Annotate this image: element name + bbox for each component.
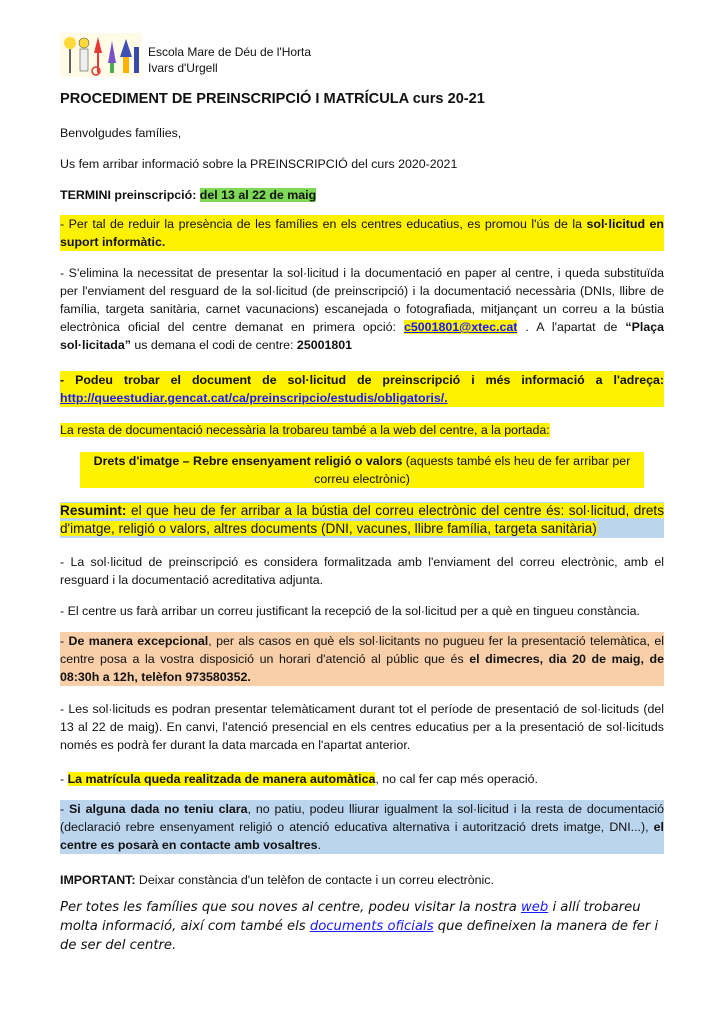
web-link[interactable]: web (520, 900, 549, 915)
para8-text: , per als casos en què els sol·licitants no pugueu fer la presentació telemàtica, el centre posa a la vostra disposició un horari d'atenció al públic que és (60, 634, 664, 666)
closing-paragraph (60, 898, 664, 955)
gencat-link[interactable]: http://queestudiar.gencat.cat/ca/preinscripcio/estudis/obligatoris/. (60, 391, 448, 405)
para11-end: . (317, 838, 322, 852)
closing-t2: i allí trobareu molta informació, així com també els (60, 900, 641, 934)
termini-label: TERMINI preinscripció: (60, 188, 197, 202)
paragraph-preinscription-link (60, 371, 664, 407)
greeting: Benvolgudes famílies, (60, 126, 182, 140)
summary-label: Resumint: (60, 503, 127, 518)
summary-box (60, 502, 664, 538)
school-line-2: Ivars d'Urgell (148, 61, 218, 75)
paragraph-formalized: - La sol·licitud de preinscripció es considera formalitzada amb l'enviament del correu electrònic, amb el resguard i la documentació acreditativa adjunta. (60, 555, 664, 587)
paragraph-web-docs (60, 421, 550, 439)
para2-text2: . A l'apartat de (517, 320, 626, 334)
para5-text: (aquests també els heu de fer arribar per correu electrònic) (314, 454, 631, 486)
paragraph-forms (80, 452, 644, 488)
para11-bold1: Si alguna dada no teniu clara (69, 802, 248, 816)
para5-bold: Drets d'imatge – Rebre ensenyament religió o valors (93, 454, 403, 468)
para8-bold2: el dimecres, dia 20 de maig, de 08:30h a 12h, telèfon 973580352. (60, 652, 665, 684)
closing-t3: que defineixen la manera de fer i de ser del centre. (60, 919, 659, 953)
paragraph-digital-request (60, 215, 664, 251)
school-line-1: Escola Mare de Déu de l'Horta (148, 45, 312, 59)
paragraph-doubts (60, 800, 664, 854)
para2-text1: - S'elimina la necessitat de presentar la sol·licitud i la documentació en paper al centre, i queda substituïda per l'enviament del resguard de la sol·licitud (de preinscripció) i la documentació necessària (DNIs, llibre de família, targeta sanitària, carnet vacunacions) escanejada o fotografiada, mitjançant un correu a la bústia electrònica oficial del centre demanat en primera opció: (60, 266, 664, 334)
para11-dash: - (60, 802, 69, 816)
intro-text: Us fem arribar informació sobre la PREINSCRIPCIÓ del curs 2020-2021 (60, 157, 458, 171)
important-text: Deixar constància d'un telèfon de contacte i un correu electrònic. (135, 873, 494, 887)
school-code: 25001801 (296, 338, 353, 352)
para2-text3: us demana el codi de centre: (130, 338, 297, 352)
closing-t1: Per totes les famílies que sou noves al centre, podeu visitar la nostra (60, 900, 521, 915)
para11-bold2: el centre es posarà en contacte amb vosaltres (60, 820, 664, 852)
para3-bold: - Podeu trobar el document de sol·licitud de preinscripció i més informació a l'adreça: (60, 373, 664, 387)
important-label: IMPORTANT: (60, 873, 136, 887)
para10-bold: La matrícula queda realitzada de manera automàtica (67, 772, 376, 786)
paragraph-receipt: - El centre us farà arribar un correu justificant la recepció de la sol·licitud per a què en tingueu constància. (60, 604, 640, 618)
para10-text: , no cal fer cap més operació. (375, 772, 538, 786)
para2-bold1: “Plaça sol·licitada” (60, 320, 664, 352)
school-logo (60, 33, 142, 77)
paragraph-exceptional (60, 632, 664, 686)
school-email-link[interactable]: c5001801@xtec.cat (404, 320, 518, 334)
para4-text: La resta de documentació necessària la trobareu també a la web del centre, a la portada: (60, 423, 550, 437)
para8-dash: - (60, 634, 69, 648)
summary-label-wrap (60, 503, 664, 536)
school-name (148, 44, 311, 76)
official-documents-link[interactable]: documents oficials (309, 919, 434, 934)
paragraph-telematic: - Les sol·licituds es podran presentar telemàticament durant tot el període de presentació de sol·licituds (del 13 al 22 de maig). En canvi, l'atenció presencial en els centres educatius per a la presentació de sol·licituds només es podrà fer durant la data marcada en l'apartat anterior. (60, 702, 664, 752)
summary-text: el que heu de fer arribar a la bústia del correu electrònic del centre és: sol·licitud, drets d'imatge, religió o valors, altres documents (DNI, vacunes, llibre família, targeta sanitària) (60, 503, 664, 536)
paragraph-email-submission (60, 264, 664, 354)
para11-text: , no patiu, podeu lliurar igualment la sol·licitud i la resta de documentació (declaració rebre ensenyament religió o atenció educativa alternativa i autorització drets imatge, DNI...), (60, 802, 664, 834)
termini-line (60, 186, 316, 204)
para10-dash: - (60, 772, 68, 786)
termini-dates: del 13 al 22 de maig (199, 188, 317, 202)
para8-bold1: De manera excepcional (68, 634, 209, 648)
para1-text: - Per tal de reduir la presència de les famílies en els centres educatius, es promou l'ús de la (60, 217, 587, 231)
paragraph-matricula (60, 770, 538, 788)
important-note (60, 871, 494, 889)
para1-bold: sol·licitud en suport informàtic. (60, 217, 664, 249)
page-title: PROCEDIMENT DE PREINSCRIPCIÓ I MATRÍCULA curs 20-21 (60, 91, 485, 107)
